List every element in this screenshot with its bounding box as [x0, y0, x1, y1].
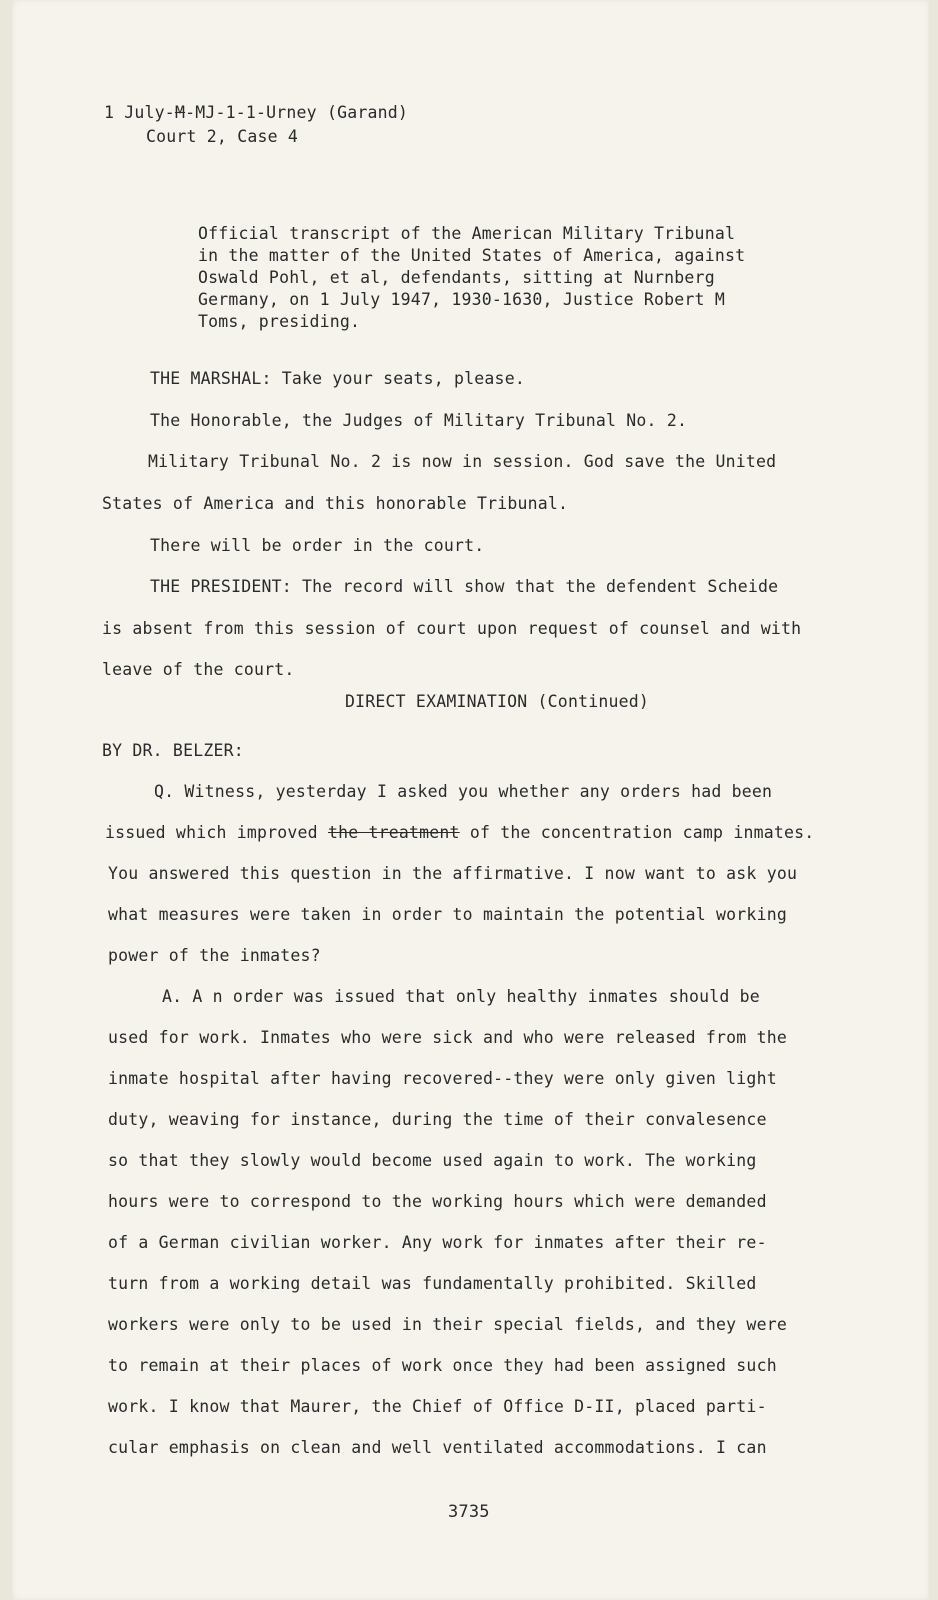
president-line: leave of the court. [102, 660, 295, 679]
answer-line: of a German civilian worker. Any work for inmates after their re- [108, 1233, 767, 1252]
caption-line: Official transcript of the American Military Tribunal [198, 224, 736, 243]
examiner-line: BY DR. BELZER: [102, 741, 244, 760]
question-line: power of the inmates? [108, 946, 321, 965]
answer-line: work. I know that Maurer, the Chief of Office D-II, placed parti- [108, 1397, 767, 1416]
answer-line: duty, weaving for instance, during the time of their convalesence [108, 1110, 767, 1129]
president-line: is absent from this session of court upon request of counsel and with [102, 619, 802, 638]
answer-line: hours were to correspond to the working hours which were demanded [108, 1192, 767, 1211]
caption-line: Toms, presiding. [198, 312, 361, 331]
session-line: States of America and this honorable Tribunal. [102, 494, 569, 513]
document-page [12, 0, 929, 1600]
question-line: what measures were taken in order to maintain the potential working [108, 905, 787, 924]
header-suffix: -MJ-1-1-Urney (Garand) [185, 103, 409, 122]
question-line [105, 823, 814, 842]
answer-line: turn from a working detail was fundamentally prohibited. Skilled [108, 1274, 757, 1293]
session-line: There will be order in the court. [150, 536, 485, 555]
caption-line: Germany, on 1 July 1947, 1930-1630, Justice Robert M [198, 290, 725, 309]
answer-line: used for work. Inmates who were sick and who were released from the [108, 1028, 787, 1047]
answer-line: to remain at their places of work once they had been assigned such [108, 1356, 777, 1375]
question-text: issued which improved [105, 823, 328, 842]
president-text: The record will show that the defendent Scheide [302, 577, 779, 596]
header-line-2: Court 2, Case 4 [146, 127, 299, 146]
president-speaker: THE PRESIDENT: [150, 577, 292, 596]
question-text: of the concentration camp inmates. [459, 823, 815, 842]
president-line [150, 577, 778, 596]
caption-line: Oswald Pohl, et al, defendants, sitting at Nurnberg [198, 268, 715, 287]
page-number: 3735 [448, 1502, 490, 1522]
answer-line: A. A n order was issued that only healthy inmates should be [162, 987, 760, 1006]
marshal-speaker: THE MARSHAL: [150, 369, 272, 388]
caption-line: in the matter of the United States of America, against [198, 246, 746, 265]
header-struck: M [174, 103, 186, 122]
answer-line: cular emphasis on clean and well ventilated accommodations. I can [108, 1438, 767, 1457]
answer-line: so that they slowly would become used again to work. The working [108, 1151, 757, 1170]
question-line: Q. Witness, yesterday I asked you whether any orders had been [154, 782, 773, 801]
header-prefix: 1 July- [104, 103, 175, 122]
marshal-line [150, 369, 525, 388]
session-line: The Honorable, the Judges of Military Tribunal No. 2. [150, 411, 688, 430]
session-line: Military Tribunal No. 2 is now in session. God save the United [148, 452, 777, 471]
section-heading: DIRECT EXAMINATION (Continued) [345, 692, 650, 711]
answer-line: workers were only to be used in their special fields, and they were [108, 1315, 787, 1334]
marshal-text: Take your seats, please. [281, 369, 525, 388]
header-line-1 [104, 103, 408, 122]
question-line: You answered this question in the affirmative. I now want to ask you [108, 864, 798, 883]
answer-line: inmate hospital after having recovered--they were only given light [108, 1069, 777, 1088]
struck-text: the treatment [327, 823, 460, 842]
